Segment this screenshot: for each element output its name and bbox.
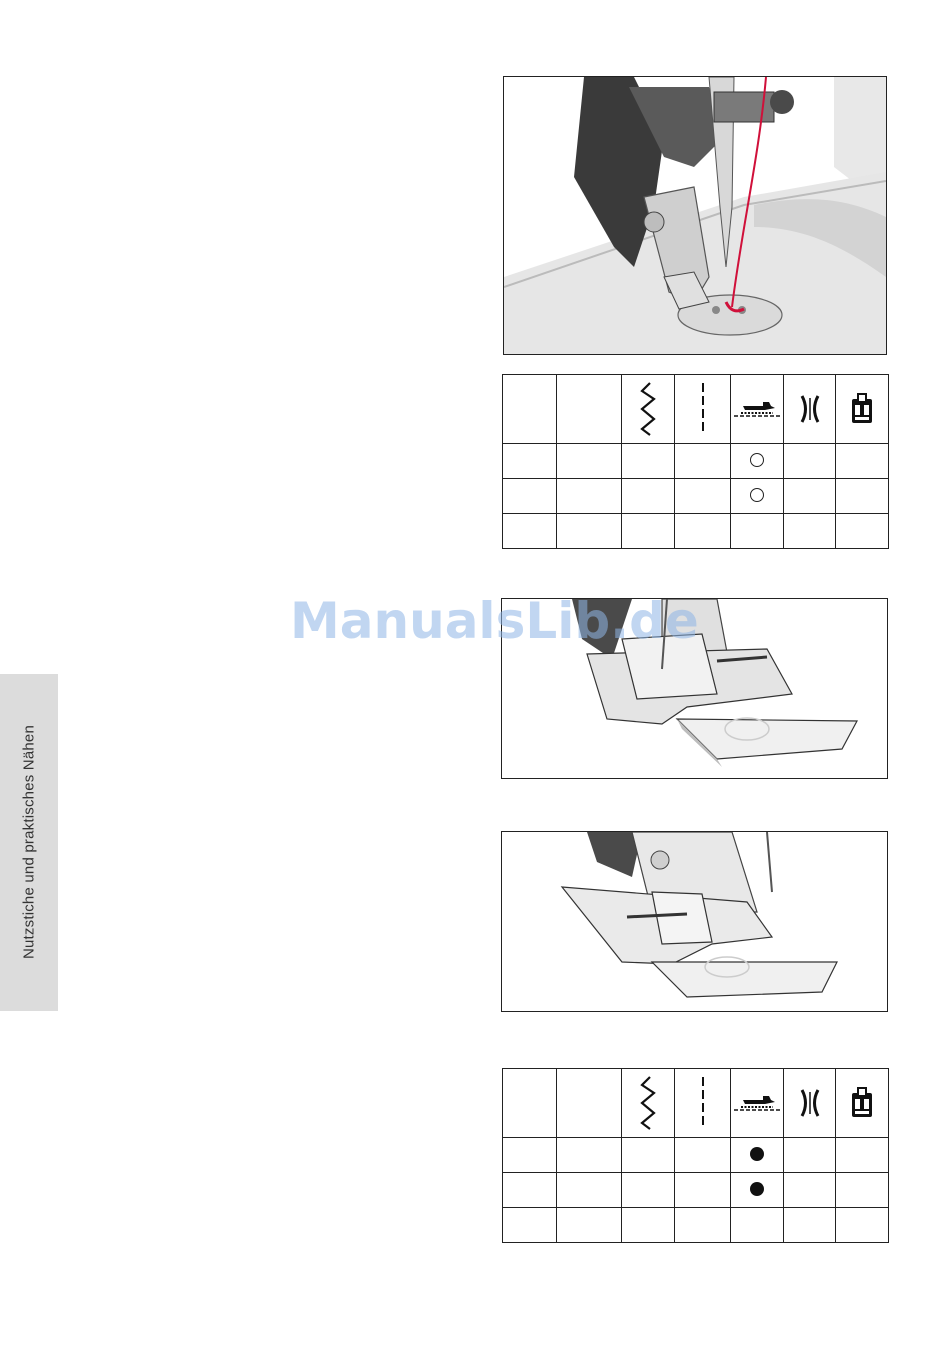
presser-foot-pressure-icon [797, 394, 823, 424]
table-cell [731, 444, 784, 479]
table-row [503, 1208, 889, 1243]
table-cell [836, 514, 889, 549]
watermark: ManualsLib.de [290, 592, 699, 650]
table-cell [675, 1138, 731, 1173]
presser-foot-icon [850, 1087, 874, 1119]
table-cell [503, 479, 557, 514]
table-cell [731, 1138, 784, 1173]
header-cell [622, 375, 675, 444]
table-cell [784, 444, 836, 479]
table-cell [836, 479, 889, 514]
table-cell [622, 479, 675, 514]
table-cell [784, 514, 836, 549]
header-cell [503, 1069, 557, 1138]
header-cell [784, 1069, 836, 1138]
table-cell [622, 1138, 675, 1173]
stitch-width-zigzag-icon [636, 381, 660, 437]
table-row [503, 514, 889, 549]
stitch-width-zigzag-icon [636, 1075, 660, 1131]
table-cell [557, 1208, 622, 1243]
table-cell [784, 479, 836, 514]
table-cell [557, 1173, 622, 1208]
table-cell [731, 1173, 784, 1208]
illustration-presser-foot-side [501, 831, 888, 1012]
table-cell [836, 444, 889, 479]
table-header-row [503, 375, 889, 444]
table-cell [731, 479, 784, 514]
feed-dog-icon [733, 1088, 781, 1118]
presser-foot-side-view-icon [502, 832, 887, 1011]
table-cell [731, 514, 784, 549]
table-cell [503, 1138, 557, 1173]
side-tab-label: Nutzstiche und praktisches Nähen [20, 724, 38, 960]
table-cell [622, 444, 675, 479]
table-cell [675, 514, 731, 549]
table-cell [836, 1138, 889, 1173]
table-cell [784, 1173, 836, 1208]
open-circle-icon [750, 453, 764, 467]
illustration-sewing-button [503, 76, 887, 355]
header-cell [557, 1069, 622, 1138]
table-cell [675, 479, 731, 514]
filled-circle-icon [750, 1182, 764, 1196]
table-row [503, 479, 889, 514]
table-cell [836, 1173, 889, 1208]
filled-circle-icon [750, 1147, 764, 1161]
table-cell [675, 444, 731, 479]
table-cell [503, 444, 557, 479]
table-cell [784, 1208, 836, 1243]
table-row [503, 444, 889, 479]
table-cell [557, 514, 622, 549]
table-cell [557, 1138, 622, 1173]
header-cell [503, 375, 557, 444]
header-cell [731, 375, 784, 444]
presser-foot-icon [850, 393, 874, 425]
header-cell [836, 375, 889, 444]
table-cell [675, 1173, 731, 1208]
table-cell [622, 1173, 675, 1208]
table-cell [731, 1208, 784, 1243]
table-cell [836, 1208, 889, 1243]
stitch-length-dashed-icon [698, 381, 708, 437]
needle-and-presser-foot-with-button-icon [504, 77, 886, 354]
table-cell [622, 514, 675, 549]
table-header-row [503, 1069, 889, 1138]
header-cell [675, 375, 731, 444]
table-row [503, 1138, 889, 1173]
header-cell [836, 1069, 889, 1138]
table-cell [784, 1138, 836, 1173]
header-cell [731, 1069, 784, 1138]
header-cell [784, 375, 836, 444]
header-cell [675, 1069, 731, 1138]
presser-foot-pressure-icon [797, 1088, 823, 1118]
table-cell [557, 479, 622, 514]
table-cell [503, 1173, 557, 1208]
open-circle-icon [750, 488, 764, 502]
table-cell [622, 1208, 675, 1243]
table-cell [557, 444, 622, 479]
header-cell [557, 375, 622, 444]
stitch-length-dashed-icon [698, 1075, 708, 1131]
table-cell [503, 514, 557, 549]
header-cell [622, 1069, 675, 1138]
table-cell [503, 1208, 557, 1243]
table-cell [675, 1208, 731, 1243]
table-row [503, 1173, 889, 1208]
settings-table-1 [502, 374, 889, 549]
settings-table-2 [502, 1068, 889, 1243]
feed-dog-icon [733, 394, 781, 424]
